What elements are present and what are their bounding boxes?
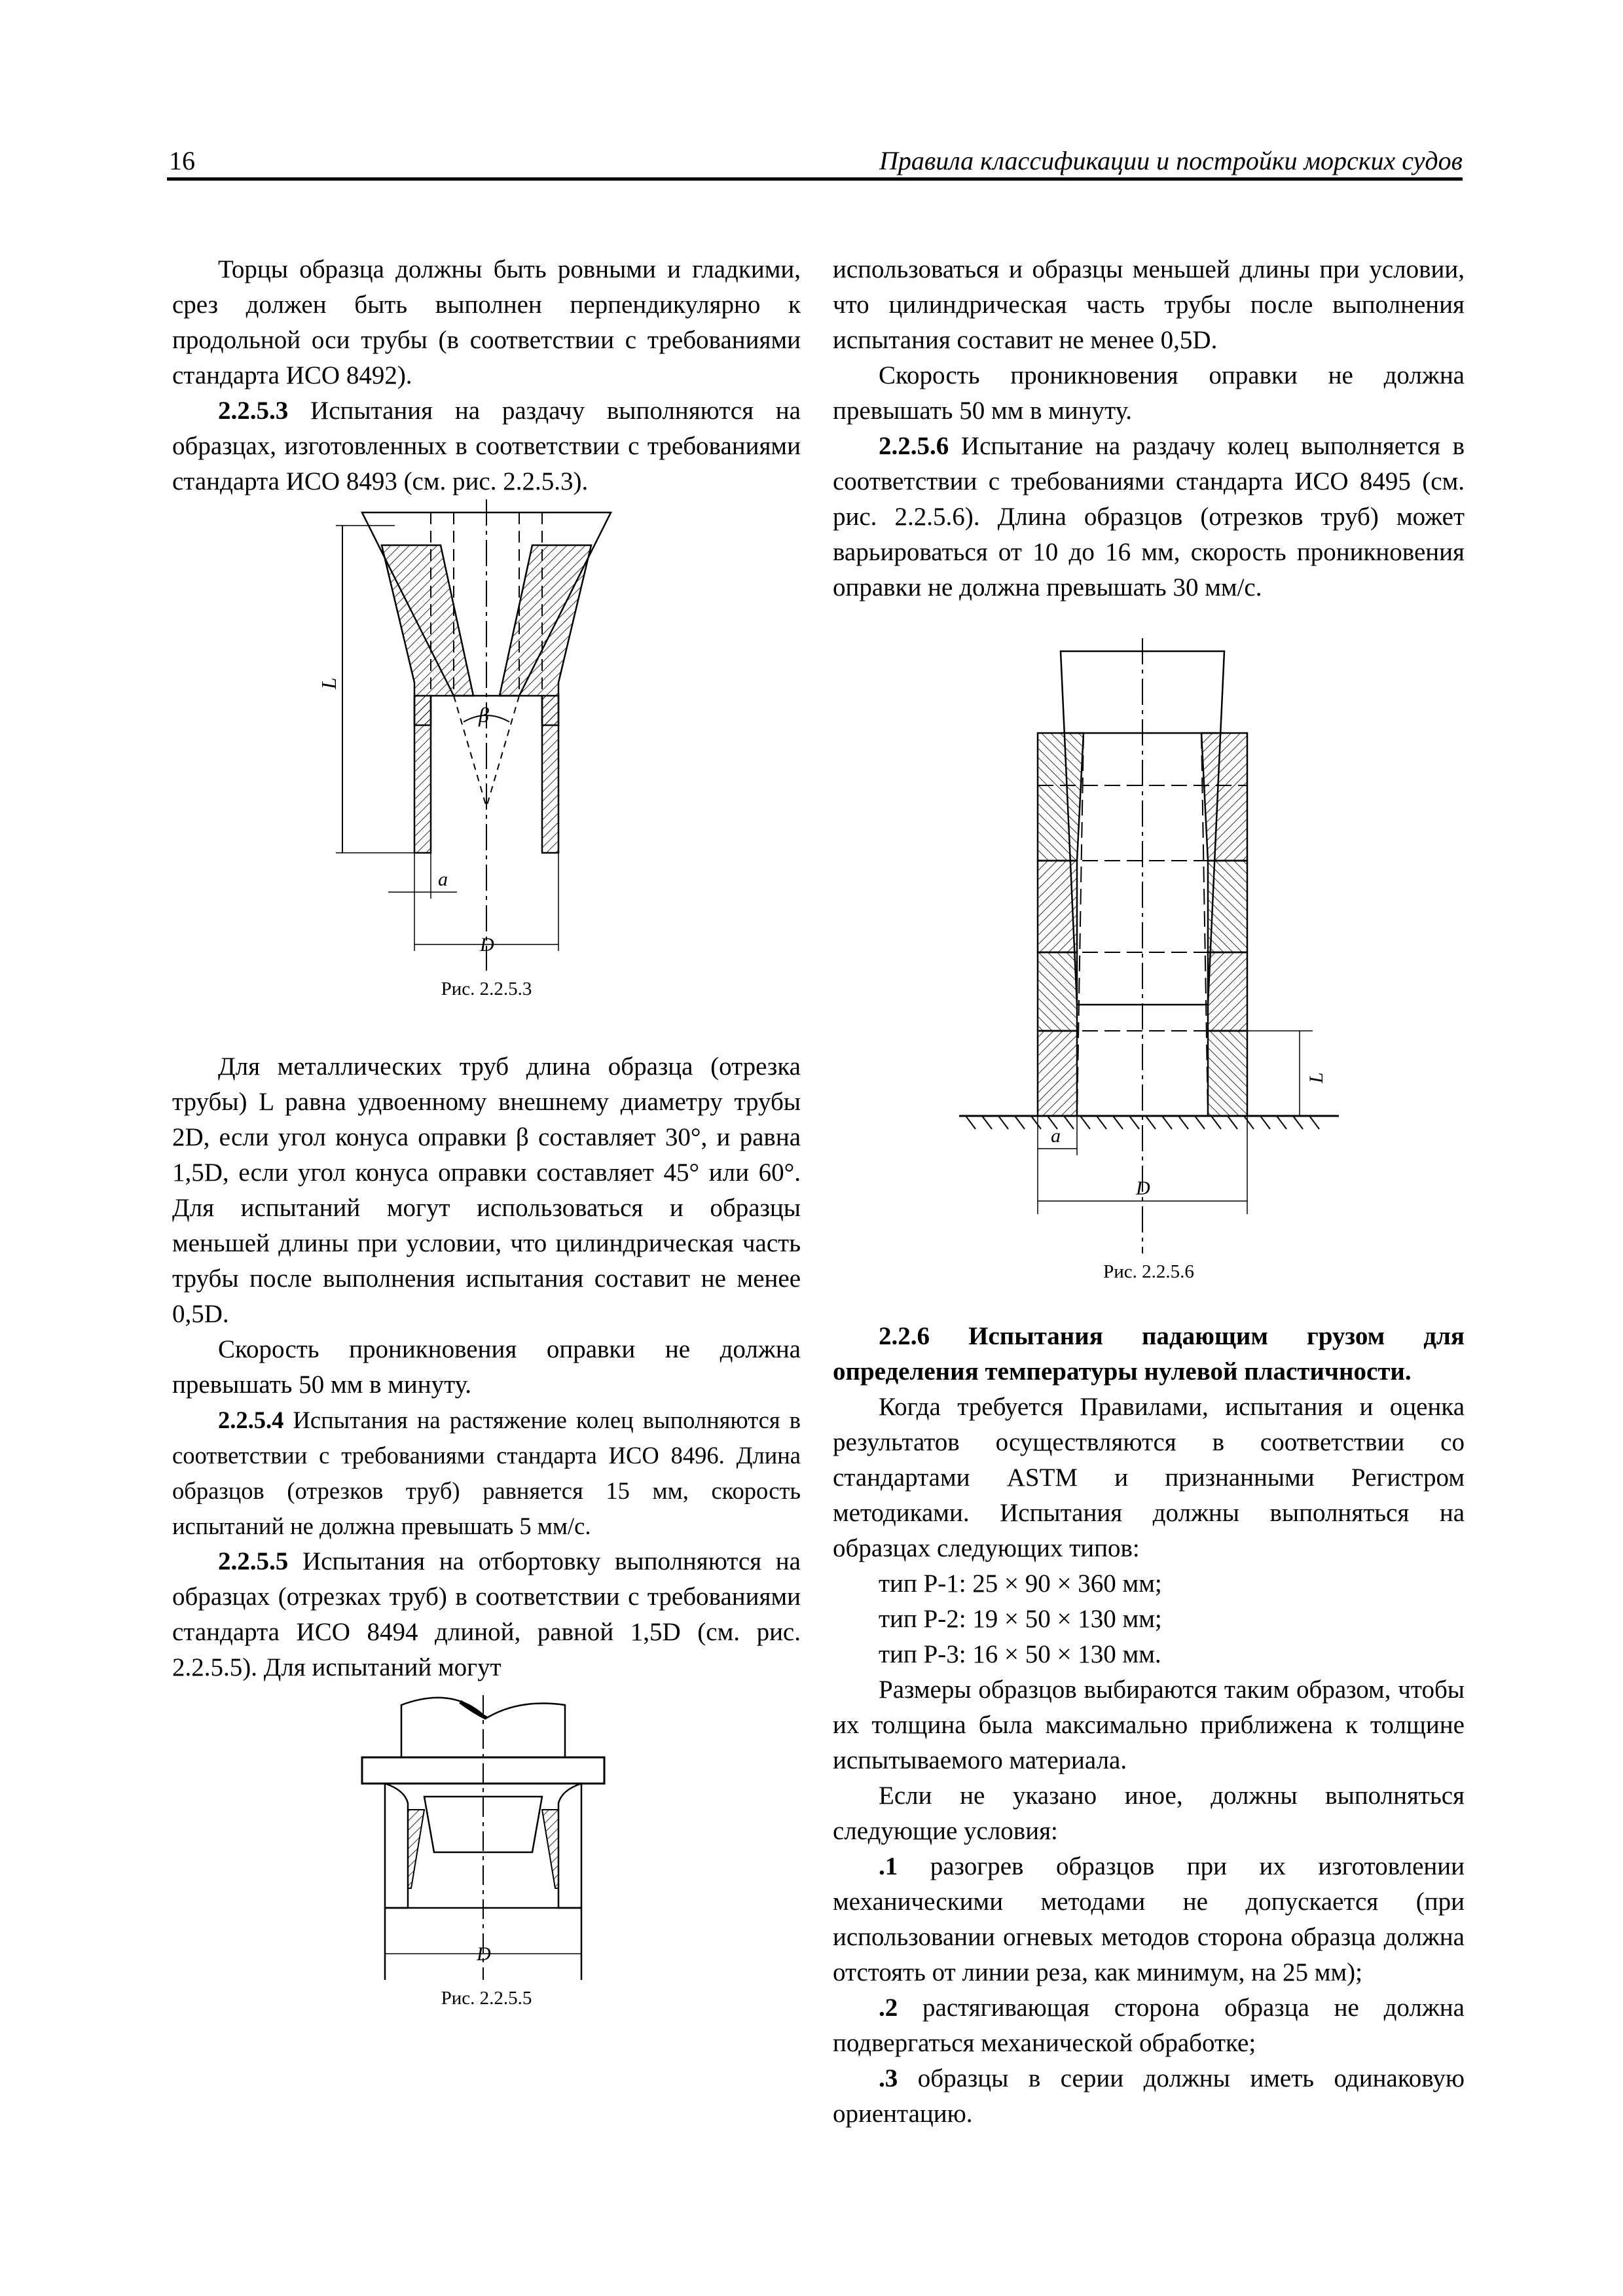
list-item: тип P-3: 16 × 50 × 130 мм. xyxy=(879,1640,1161,1668)
paragraph xyxy=(833,429,1465,605)
paragraph-text: разогрев образцов при их изготовлении механическими методами не допускается (при использовании огневых методов сторона образца должна отстоять от линии реза, как минимум, на 25 мм); xyxy=(833,1852,1465,1986)
figure-caption: Рис. 2.2.5.5 xyxy=(441,1988,532,2009)
figure-2-2-5-6 xyxy=(833,638,1465,1319)
item-number: .1 xyxy=(879,1852,898,1880)
section-number: 2.2.5.6 xyxy=(879,432,949,460)
expansion-test-drawing xyxy=(316,499,657,971)
ring-expansion-drawing xyxy=(946,638,1352,1253)
left-column xyxy=(172,252,801,2019)
label-a: a xyxy=(1050,1125,1061,1147)
paragraph-text: Испытания на растяжение колец выполняются в соответствии с требованиями стандарта ИСО 8496. Длина образцов (отрезков труб) равняется 15 мм, скорость испытаний не должна превышать 5 мм/с. xyxy=(172,1407,801,1539)
section-number: 2.2.5.4 xyxy=(218,1407,284,1433)
section-number: 2.2.5.5 xyxy=(218,1547,289,1575)
item-number: .2 xyxy=(879,1994,898,2022)
paragraph-text: Испытания на отбортовку выполняются на образцах (отрезках труб) в соответствии с требованиями стандарта ИСО 8494 длиной, равной 1,5D (см. рис. 2.2.5.5). Для испытаний могут xyxy=(172,1547,801,1681)
label-beta: β xyxy=(479,703,489,726)
condition-item xyxy=(833,1990,1465,2061)
flanging-test-drawing xyxy=(342,1692,630,1980)
label-L: L xyxy=(1305,1072,1327,1083)
paragraph: Когда требуется Правилами, испытания и оценка результатов осуществляются в соответствии со стандартами ASTM и признанными Регистром методиками. Испытания должны выполняться на образцах следующих типов: xyxy=(833,1393,1465,1562)
paragraph xyxy=(172,1403,801,1544)
condition-item xyxy=(833,2061,1465,2132)
paragraph xyxy=(172,393,801,499)
label-L: L xyxy=(317,677,340,689)
figure-caption: Рис. 2.2.5.3 xyxy=(441,978,532,999)
figure-2-2-5-5 xyxy=(172,1692,801,2019)
section-number: 2.2.5.3 xyxy=(218,397,289,425)
paragraph-text: растягивающая сторона образца не должна подвергаться механической обработке; xyxy=(833,1994,1465,2057)
paragraph xyxy=(172,1544,801,1685)
running-title: Правила классификации и постройки морских судов xyxy=(879,146,1463,175)
condition-item xyxy=(833,1849,1465,1990)
paragraph: Размеры образцов выбираются таким образом, чтобы их толщина была максимально приближена к толщине испытываемого материала. xyxy=(833,1676,1465,1774)
paragraph: Скорость проникновения оправки не должна превышать 50 мм в минуту. xyxy=(172,1335,801,1399)
figure-2-2-5-3 xyxy=(172,499,801,1016)
list-item: тип P-2: 19 × 50 × 130 мм; xyxy=(879,1605,1162,1633)
page-number: 16 xyxy=(169,146,195,175)
paragraph: Торцы образца должны быть ровными и гладкими, срез должен быть выполнен перпендикулярно к продольной оси трубы (в соответствии с требованиями стандарта ИСО 8492). xyxy=(172,255,801,389)
paragraph: Для металлических труб длина образца (отрезка трубы) L равна удвоенному внешнему диаметру трубы 2D, если угол конуса оправки β составляет 30°, и равна 1,5D, если угол конуса оправки составляет 45° или 60°. Для испытаний могут использоваться и образцы меньшей длины при условии, что цилиндрическая часть трубы после выполнения испытания составит не менее 0,5D. xyxy=(172,1052,801,1328)
item-number: .3 xyxy=(879,2064,898,2092)
paragraph-text: Испытания на раздачу выполняются на образцах, изготовленных в соответствии с требованиями стандарта ИСО 8493 (см. рис. 2.2.5.3). xyxy=(172,397,801,495)
label-D: D xyxy=(477,1943,491,1965)
label-a: a xyxy=(438,869,448,890)
section-heading: 2.2.6 Испытания падающим грузом для определения температуры нулевой пластичности. xyxy=(833,1322,1465,1386)
list-item: тип P-1: 25 × 90 × 360 мм; xyxy=(879,1570,1162,1598)
paragraph-text: образцы в серии должны иметь одинаковую ориентацию. xyxy=(833,2064,1465,2128)
paragraph: Если не указано иное, должны выполняться следующие условия: xyxy=(833,1782,1465,1845)
paragraph-text: Испытание на раздачу колец выполняется в соответствии с требованиями стандарта ИСО 8495 (см. рис. 2.2.5.6). Длина образцов (отрезков труб) может варьироваться от 10 до 16 мм, скорость проникновения оправки не должна превышать 30 мм/с. xyxy=(833,432,1465,601)
label-D: D xyxy=(1135,1177,1150,1199)
figure-caption: Рис. 2.2.5.6 xyxy=(1103,1261,1194,1282)
paragraph: использоваться и образцы меньшей длины при условии, что цилиндрическая часть трубы после выполнения испытания составит не менее 0,5D. xyxy=(833,255,1465,354)
label-D: D xyxy=(480,934,494,956)
right-column xyxy=(833,252,1465,2132)
paragraph: Скорость проникновения оправки не должна превышать 50 мм в минуту. xyxy=(833,361,1465,425)
header-rule xyxy=(167,177,1463,181)
